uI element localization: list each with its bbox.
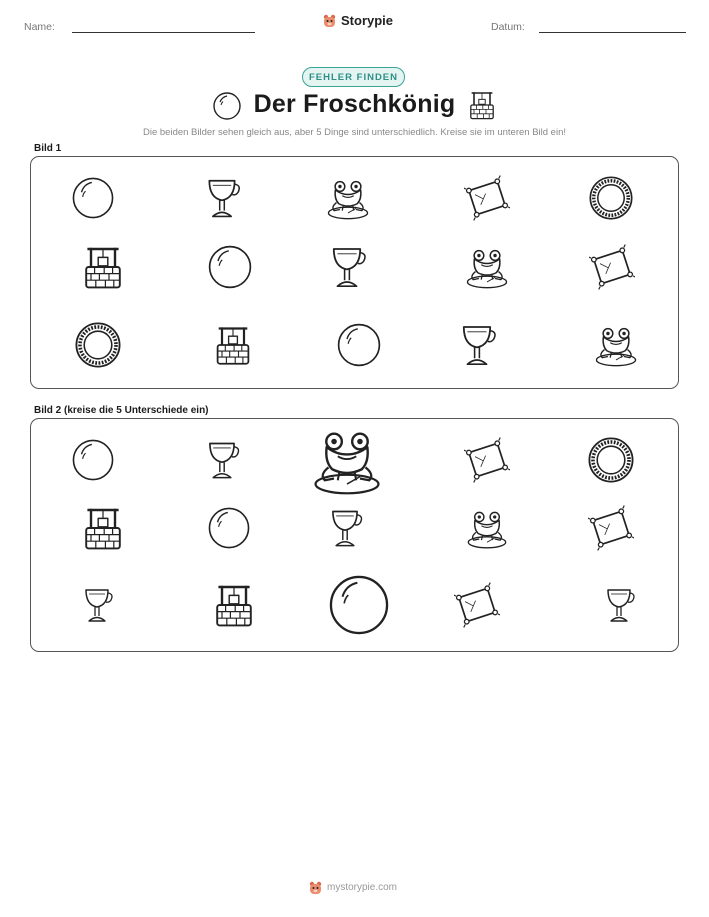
picture2-label: Bild 2 (kreise die 5 Unterschiede ein): [34, 405, 209, 416]
storypie-logo-icon: [322, 13, 337, 28]
brand-name: Storypie: [341, 13, 394, 28]
picture2-well-icon[interactable]: [210, 581, 258, 629]
picture1-goblet-icon: [199, 175, 245, 221]
picture1-goblet-icon: [453, 321, 501, 369]
well-icon: [466, 88, 498, 122]
footer-website[interactable]: mystorypie.com: [327, 882, 398, 893]
picture2-goblet-icon[interactable]: [599, 585, 639, 625]
picture1-label: Bild 1: [34, 143, 62, 154]
picture1-well-icon: [79, 243, 127, 291]
page-title: Der Froschkönig: [253, 90, 456, 118]
picture2-well-icon[interactable]: [79, 504, 127, 552]
name-label: Name:: [24, 21, 55, 33]
picture2-ball-icon[interactable]: [70, 437, 116, 483]
picture1-well-icon: [211, 323, 255, 367]
picture2-frog-icon[interactable]: [465, 506, 509, 550]
picture1-goblet-icon: [323, 243, 371, 291]
picture2-ball-icon[interactable]: [206, 505, 252, 551]
picture1-ball-icon: [70, 175, 116, 221]
picture1-panel: [30, 156, 679, 389]
picture1-ball-icon: [335, 321, 383, 369]
picture2-goblet-icon[interactable]: [200, 438, 244, 482]
picture1-frog-icon: [325, 175, 371, 221]
name-write-line[interactable]: [72, 32, 255, 33]
picture2-pillow-icon[interactable]: [464, 437, 510, 483]
instructions-text: Die beiden Bilder sehen gleich aus, aber 5 Dinge sind unterschiedlich. Kreise sie im unteren Bild ein!: [143, 127, 566, 138]
picture2-pillow-icon[interactable]: [588, 505, 634, 551]
picture2-ball-icon[interactable]: [326, 572, 392, 638]
brand-logo: [322, 13, 393, 28]
date-label: Datum:: [491, 21, 525, 33]
picture1-plate-icon: [588, 175, 634, 221]
storypie-logo-icon: [308, 880, 323, 895]
picture1-ball-icon: [206, 243, 254, 291]
picture1-plate-icon: [74, 321, 122, 369]
picture1-pillow-icon: [464, 175, 510, 221]
category-badge: FEHLER FINDEN: [302, 67, 405, 87]
picture1-frog-icon: [464, 244, 510, 290]
footer: [308, 880, 397, 895]
picture1-pillow-icon: [589, 244, 635, 290]
picture2-pillow-icon[interactable]: [454, 582, 500, 628]
date-write-line[interactable]: [539, 32, 686, 33]
picture2-plate-icon[interactable]: [587, 436, 635, 484]
picture1-frog-icon: [593, 322, 639, 368]
picture2-goblet-icon[interactable]: [77, 585, 117, 625]
picture2-panel[interactable]: [30, 418, 679, 652]
picture2-frog-icon[interactable]: [310, 423, 384, 497]
picture2-goblet-icon[interactable]: [323, 506, 367, 550]
